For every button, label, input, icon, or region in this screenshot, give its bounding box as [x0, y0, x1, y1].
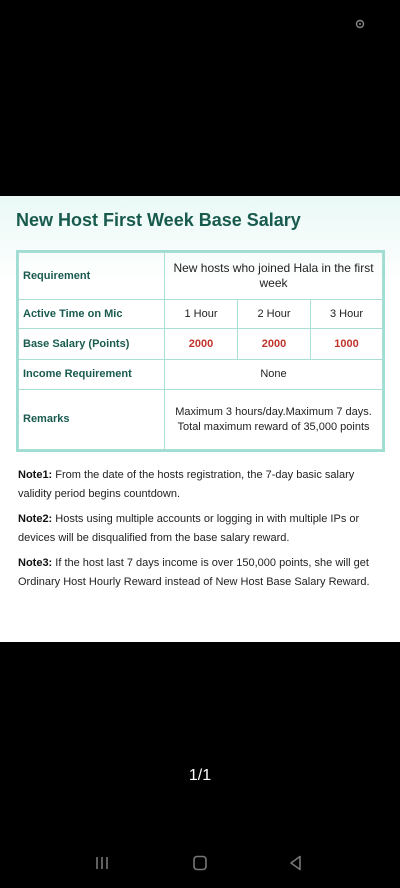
active-time-3: 3 Hour: [311, 300, 383, 329]
remarks-value: Maximum 3 hours/day.Maximum 7 days. Total maximum reward of 35,000 points: [165, 390, 383, 450]
requirement-value: New hosts who joined Hala in the first week: [165, 253, 383, 300]
requirement-label: Requirement: [19, 253, 165, 300]
page-indicator: 1/1: [188, 767, 212, 784]
page-title: New Host First Week Base Salary: [16, 210, 301, 230]
note-label: Note3:: [18, 557, 53, 569]
table-row: [19, 253, 383, 300]
note-text: From the date of the hosts registration, the 7-day basic salary validity period begins countdown.: [18, 469, 355, 500]
base-salary-1: 2000: [165, 329, 238, 360]
income-requirement-label: Income Requirement: [19, 360, 165, 390]
settings-icon: [355, 19, 365, 29]
home-icon[interactable]: [190, 853, 210, 873]
recents-icon[interactable]: [92, 853, 112, 873]
active-time-label: Active Time on Mic: [19, 300, 165, 329]
back-icon[interactable]: [286, 853, 306, 873]
note-label: Note2:: [18, 513, 53, 525]
income-requirement-value: None: [165, 360, 383, 390]
note-1: [18, 466, 382, 504]
table-row: [19, 390, 383, 450]
base-salary-label: Base Salary (Points): [19, 329, 165, 360]
note-3: [18, 554, 382, 592]
active-time-1: 1 Hour: [165, 300, 238, 329]
navigation-bar: [0, 848, 400, 878]
base-salary-2: 2000: [238, 329, 311, 360]
note-label: Note1:: [18, 469, 53, 481]
base-salary-3: 1000: [311, 329, 383, 360]
notes-section: [18, 466, 382, 598]
note-text: Hosts using multiple accounts or logging in with multiple IPs or devices will be disqualified from the base salary reward.: [18, 513, 360, 544]
table-row: [19, 329, 383, 360]
remarks-label: Remarks: [19, 390, 165, 450]
active-time-2: 2 Hour: [238, 300, 311, 329]
salary-table: [18, 252, 383, 450]
salary-image-card: [0, 196, 400, 642]
table-row: [19, 300, 383, 329]
note-2: [18, 510, 382, 548]
table-row: [19, 360, 383, 390]
note-text: If the host last 7 days income is over 150,000 points, she will get Ordinary Host Hourly Reward instead of New Host Base Salary Reward.: [18, 557, 370, 588]
